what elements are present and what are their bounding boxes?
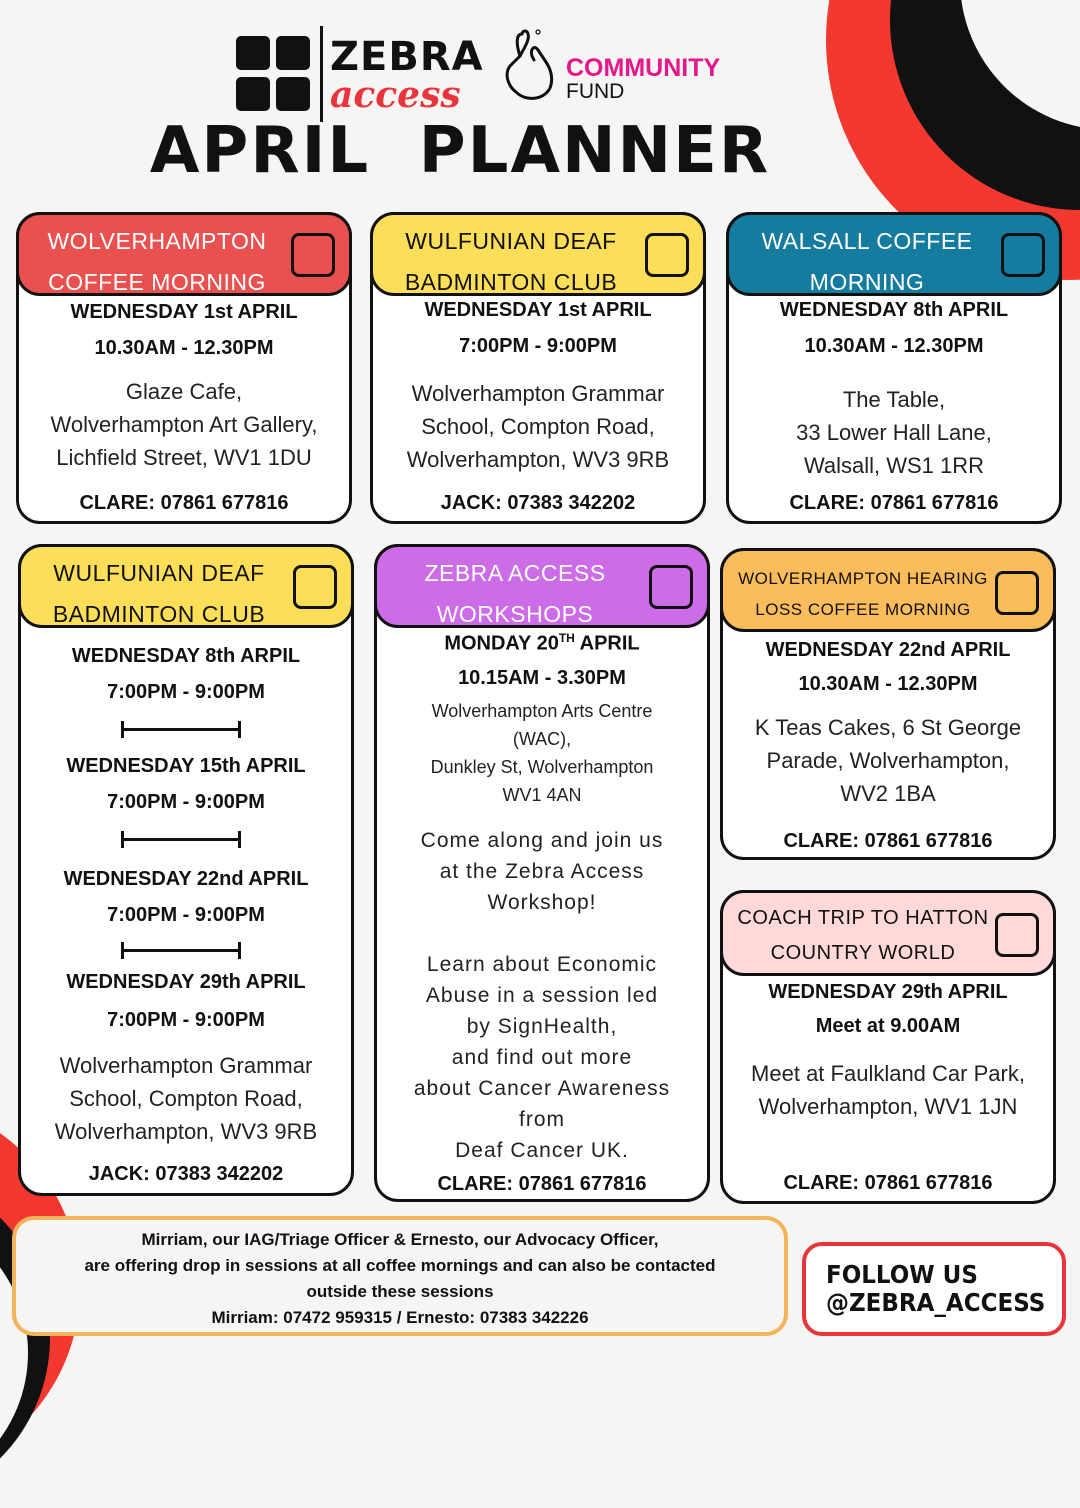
event-description-line: Workshop! [487, 891, 597, 914]
event-time: 7:00PM - 9:00PM [459, 335, 617, 357]
social-handle: @ZEBRA_ACCESS [826, 1288, 1046, 1317]
event-contact: JACK: 07383 342202 [88, 1163, 284, 1185]
event-description-line: by SignHealth, [466, 1015, 618, 1038]
event-card-badminton-2 [18, 544, 354, 1196]
event-contact: CLARE: 07861 677816 [789, 492, 999, 514]
event-description-line: Come along and join us [420, 829, 664, 852]
page-title: APRIL PLANNER [149, 114, 771, 188]
card-header [16, 212, 352, 296]
event-date: MONDAY 20TH APRIL [444, 631, 640, 655]
event-contact: CLARE: 07861 677816 [783, 1172, 993, 1194]
card-header [726, 212, 1062, 296]
session-time: 7:00PM - 9:00PM [107, 681, 265, 703]
event-address-line: Wolverhampton, WV1 1JN [758, 1094, 1018, 1119]
footer-line: Mirriam, our IAG/Triage Officer & Ernesto, our Advocacy Officer, [141, 1230, 659, 1249]
event-card-zebra-workshops [374, 544, 710, 1202]
event-address-line: School, Compton Road, [69, 1086, 303, 1111]
event-date: WEDNESDAY 29th APRIL [768, 981, 1008, 1003]
session-date: WEDNESDAY 22nd APRIL [63, 868, 309, 890]
event-address-line: Wolverhampton, WV3 9RB [54, 1119, 318, 1144]
card-title: COACH TRIP TO HATTON COUNTRY WORLD [737, 907, 989, 964]
event-card-hearing-loss-coffee [720, 548, 1056, 860]
event-date: WEDNESDAY 8th APRIL [779, 299, 1009, 321]
zebra-access-logo-icon [236, 36, 312, 112]
logo-row [236, 22, 756, 122]
card-title: WALSALL COFFEE MORNING [761, 228, 973, 295]
event-time: 10.15AM - 3.30PM [458, 667, 626, 689]
event-description-line: Abuse in a session led [425, 984, 659, 1007]
event-address-line: WV1 4AN [502, 785, 582, 805]
event-contact: CLARE: 07861 677816 [437, 1173, 647, 1195]
follow-us-label: FOLLOW US [826, 1260, 978, 1289]
logo-divider [320, 26, 323, 122]
event-contact: CLARE: 07861 677816 [783, 830, 993, 852]
event-description-line: and find out more [451, 1046, 633, 1069]
event-checkbox[interactable] [649, 565, 693, 609]
event-address-line: Meet at Faulkland Car Park, [751, 1061, 1025, 1086]
event-address-line: Wolverhampton Grammar [411, 381, 665, 406]
event-time: 10.30AM - 12.30PM [804, 335, 984, 357]
event-date: WEDNESDAY 22nd APRIL [765, 639, 1011, 661]
card-header [720, 548, 1056, 632]
session-time: 7:00PM - 9:00PM [107, 1009, 265, 1031]
card-header [720, 890, 1056, 976]
footer-line: are offering drop in sessions at all coffee mornings and can also be contacted [84, 1256, 716, 1275]
event-address-line: Dunkley St, Wolverhampton [430, 757, 654, 777]
event-date: WEDNESDAY 1st APRIL [424, 299, 652, 321]
event-time: Meet at 9.00AM [815, 1015, 961, 1037]
card-title: WULFUNIAN DEAF BADMINTON CLUB [52, 560, 266, 627]
event-checkbox[interactable] [995, 571, 1039, 615]
card-title: ZEBRA ACCESS WORKSHOPS [424, 560, 606, 627]
event-address-line: Walsall, WS1 1RR [803, 453, 985, 478]
fund-logo-text: FUND [566, 80, 625, 103]
follow-us-badge[interactable] [802, 1242, 1066, 1336]
session-divider [121, 949, 241, 952]
session-date: WEDNESDAY 8th ARPIL [71, 645, 301, 667]
event-checkbox[interactable] [645, 233, 689, 277]
event-card-badminton-1 [370, 212, 706, 524]
event-description-line: Deaf Cancer UK. [455, 1139, 629, 1162]
event-address-line: Wolverhampton Arts Centre [431, 701, 653, 721]
session-time: 7:00PM - 9:00PM [107, 791, 265, 813]
event-checkbox[interactable] [291, 233, 335, 277]
event-description-line: from [519, 1108, 565, 1131]
event-card-coach-trip [720, 890, 1056, 1204]
event-address-line: WV2 1BA [840, 781, 936, 806]
session-date: WEDNESDAY 29th APRIL [66, 971, 306, 993]
event-address-line: Wolverhampton, WV3 9RB [406, 447, 670, 472]
event-card-walsall-coffee [726, 212, 1062, 524]
footer-note [12, 1216, 788, 1336]
session-divider [121, 728, 241, 731]
session-divider [121, 838, 241, 841]
event-contact: CLARE: 07861 677816 [79, 492, 289, 514]
event-description-line: at the Zebra Access [439, 860, 645, 883]
card-header [18, 544, 354, 628]
footer-line: outside these sessions [306, 1282, 494, 1301]
event-address-line: (WAC), [512, 729, 572, 749]
event-date: WEDNESDAY 1st APRIL [70, 301, 298, 323]
card-header [374, 544, 710, 628]
event-contact: JACK: 07383 342202 [440, 492, 636, 514]
event-address-line: The Table, [842, 387, 946, 412]
event-address-line: Glaze Cafe, [125, 379, 243, 404]
card-title: WOLVERHAMPTON HEARING LOSS COFFEE MORNING [738, 569, 988, 619]
event-address-line: Lichfield Street, WV1 1DU [56, 445, 312, 470]
event-address-line: Wolverhampton Grammar [59, 1053, 313, 1078]
event-address-line: School, Compton Road, [421, 414, 655, 439]
card-title: WOLVERHAMPTON COFFEE MORNING [47, 228, 267, 295]
event-time: 10.30AM - 12.30PM [798, 673, 978, 695]
event-time: 10.30AM - 12.30PM [94, 337, 274, 359]
access-logo-text: access [330, 74, 461, 116]
card-header [370, 212, 706, 296]
event-address-line: K Teas Cakes, 6 St George [754, 715, 1022, 740]
event-address-line: Wolverhampton Art Gallery, [50, 412, 318, 437]
event-description-line: Learn about Economic [426, 953, 658, 976]
event-card-wolverhampton-coffee [16, 212, 352, 524]
footer-line: Mirriam: 07472 959315 / Ernesto: 07383 342226 [211, 1308, 589, 1327]
event-checkbox[interactable] [293, 565, 337, 609]
event-address-line: 33 Lower Hall Lane, [796, 420, 992, 445]
crossed-fingers-icon [500, 26, 560, 106]
event-checkbox[interactable] [1001, 233, 1045, 277]
session-time: 7:00PM - 9:00PM [107, 904, 265, 926]
card-title: WULFUNIAN DEAF BADMINTON CLUB [404, 228, 618, 295]
event-address-line: Parade, Wolverhampton, [766, 748, 1010, 773]
community-logo-text: COMMUNITY [566, 54, 721, 82]
event-checkbox[interactable] [995, 913, 1039, 957]
event-description-line: about Cancer Awareness [413, 1077, 671, 1100]
zebra-logo-text: ZEBRA [330, 34, 484, 80]
session-date: WEDNESDAY 15th APRIL [66, 755, 306, 777]
